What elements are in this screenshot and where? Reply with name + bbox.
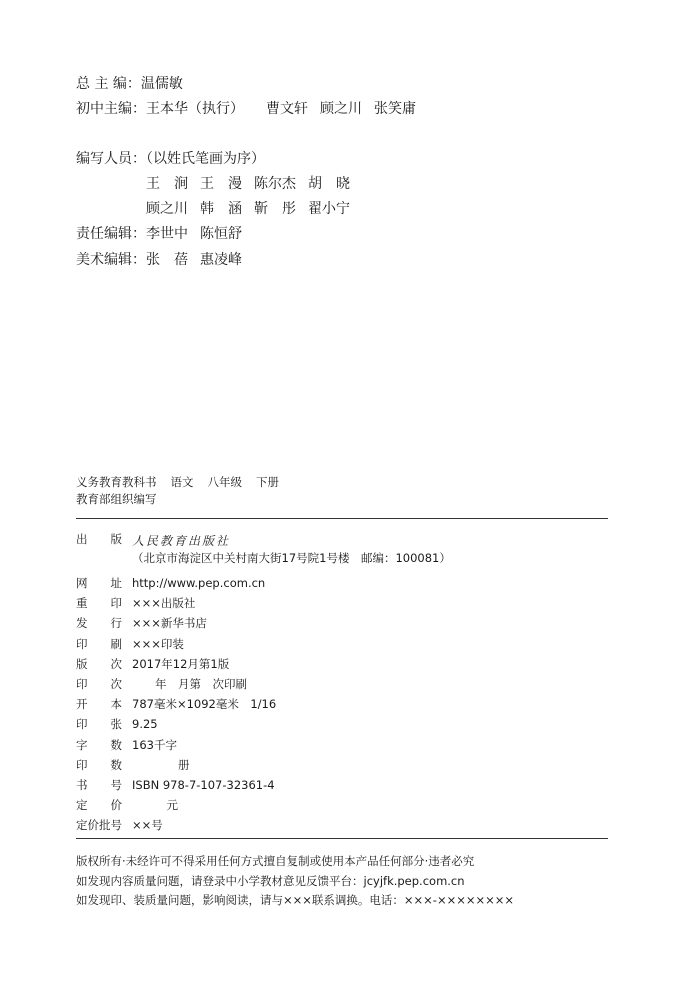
junior-editor-name: 张笑庸 bbox=[374, 101, 416, 117]
colophon-label: 发 行 bbox=[76, 616, 122, 631]
print-quality-notice: 如发现印、装质量问题，影响阅读，请与×××联系调换。电话：×××-×××××××× bbox=[76, 893, 515, 907]
colophon-value: 787毫米×1092毫米 1/16 bbox=[132, 697, 277, 712]
colophon-value: 163千字 bbox=[132, 737, 177, 752]
responsible-editor-line bbox=[76, 224, 254, 244]
book-series: 义务教育教科书 bbox=[76, 475, 157, 489]
colophon-label: 印 刷 bbox=[76, 636, 122, 651]
colophon-label: 印 张 bbox=[76, 717, 122, 732]
colophon-value: ×××印装 bbox=[132, 636, 184, 651]
publisher-logo-text: 人民教育出版社 bbox=[132, 533, 231, 547]
publisher-calligraphy-logo bbox=[132, 533, 256, 547]
responsible-editor-label: 责任编辑： bbox=[76, 226, 146, 242]
colophon-value: ×××出版社 bbox=[132, 596, 196, 611]
compilers-row bbox=[146, 174, 362, 194]
book-title bbox=[76, 474, 293, 491]
colophon-value: 元 bbox=[132, 798, 178, 813]
book-title-block bbox=[76, 474, 293, 508]
art-editor-label: 美术编辑： bbox=[76, 252, 146, 268]
junior-editor-name: 顾之川 bbox=[320, 101, 362, 117]
colophon-value: ISBN 978-7-107-32361-4 bbox=[132, 778, 275, 792]
colophon-value: ×××新华书店 bbox=[132, 616, 207, 631]
divider-bottom bbox=[76, 838, 608, 839]
colophon-value: 年 月第 次印刷 bbox=[132, 677, 247, 691]
compiler-name: 胡 晓 bbox=[308, 176, 350, 192]
junior-editor-name: 曹文轩 bbox=[266, 101, 308, 117]
colophon-label: 印 数 bbox=[76, 757, 122, 772]
responsible-editor-name: 陈恒舒 bbox=[200, 226, 242, 242]
colophon-label: 字 数 bbox=[76, 737, 122, 752]
publisher-address: （北京市海淀区中关村南大街17号院1号楼 邮编：100081） bbox=[132, 551, 451, 565]
colophon-label: 开 本 bbox=[76, 697, 122, 712]
divider-top bbox=[76, 518, 608, 519]
book-subject: 语文 bbox=[170, 475, 194, 489]
publisher-label: 出 版 bbox=[76, 532, 122, 546]
chief-editor-name: 温儒敏 bbox=[140, 76, 183, 92]
compiler-name: 靳 彤 bbox=[254, 201, 296, 217]
art-editor-name: 惠凌峰 bbox=[200, 252, 242, 268]
chief-editor-label: 总 主 编： bbox=[76, 76, 141, 92]
compiler-name: 翟小宁 bbox=[308, 201, 350, 217]
art-editor-line bbox=[76, 250, 254, 270]
colophon-label: 版 次 bbox=[76, 656, 122, 671]
colophon-value: 册 bbox=[132, 757, 190, 772]
chief-editor-line bbox=[76, 74, 195, 94]
responsible-editor-name: 李世中 bbox=[146, 226, 188, 242]
colophon-label: 网 址 bbox=[76, 576, 122, 590]
book-grade: 八年级 bbox=[207, 475, 242, 489]
junior-editor-line bbox=[76, 99, 428, 119]
compiler-name: 韩 涵 bbox=[200, 201, 242, 217]
content-feedback-notice: 如发现内容质量问题，请登录中小学教材意见反馈平台：jcyjfk.pep.com.cn bbox=[76, 874, 465, 888]
book-volume: 下册 bbox=[256, 475, 279, 489]
copyright-notice: 版权所有·未经许可不得采用任何方式擅自复制或使用本产品任何部分·违者必究 bbox=[76, 854, 475, 868]
colophon-value: http://www.pep.com.cn bbox=[132, 576, 266, 590]
compiler-name: 顾之川 bbox=[146, 201, 188, 217]
publisher-logo bbox=[132, 530, 256, 548]
book-compiled-by: 教育部组织编写 bbox=[76, 492, 157, 506]
colophon-label: 定 价 bbox=[76, 798, 122, 813]
colophon-label: 书 号 bbox=[76, 778, 122, 792]
junior-editor-label: 初中主编： bbox=[76, 101, 146, 117]
art-editor-name: 张 蓓 bbox=[146, 252, 188, 268]
compiler-name: 王 漫 bbox=[200, 176, 242, 192]
colophon-label: 重 印 bbox=[76, 596, 122, 611]
colophon-value: ××号 bbox=[132, 818, 163, 833]
colophon-value: 2017年12月第1版 bbox=[132, 656, 230, 671]
compiler-name: 陈尔杰 bbox=[254, 176, 296, 192]
compiler-name: 王 涧 bbox=[146, 176, 188, 192]
compilers-row bbox=[146, 199, 362, 219]
colophon-label: 印 次 bbox=[76, 677, 122, 691]
junior-editor-name: 王本华（执行） bbox=[146, 101, 244, 117]
colophon-value: 9.25 bbox=[132, 717, 158, 732]
colophon-label: 定价批号 bbox=[76, 818, 122, 833]
compilers-label: 编写人员：（以姓氏笔画为序） bbox=[76, 151, 265, 167]
